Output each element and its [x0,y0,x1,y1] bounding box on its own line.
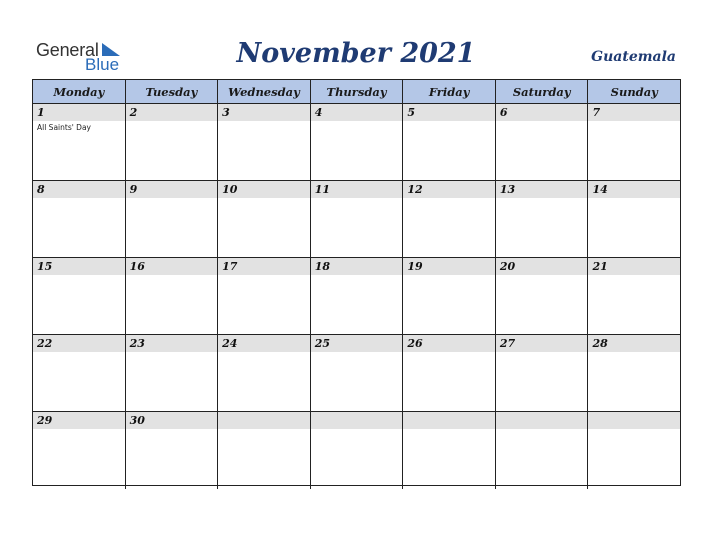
weekday-header: Saturday [495,80,588,103]
calendar-day-cell [402,335,495,411]
day-number: 24 [222,337,238,350]
day-number-band [218,412,310,429]
day-number-band [588,104,680,121]
day-number-band [311,412,403,429]
day-number: 27 [499,337,516,350]
day-number: 16 [129,260,145,273]
logo-general-text: General [36,40,99,60]
day-number: 10 [222,183,238,196]
calendar-day-cell [587,104,680,180]
calendar-day-cell [587,412,680,489]
day-number: 11 [314,183,331,196]
calendar-day-cell [33,258,125,334]
day-number-band [311,104,403,121]
day-number-band [126,181,218,198]
holiday-event: All Saints' Day [37,123,91,132]
day-number-band [33,104,125,121]
calendar-day-cell [402,104,495,180]
day-number: 7 [592,106,601,119]
day-number: 4 [314,106,323,119]
day-number: 5 [407,106,415,119]
day-number: 12 [407,183,423,196]
day-number: 9 [129,183,138,196]
calendar-day-cell [310,412,403,489]
day-number: 19 [407,260,423,273]
calendar-week-row [33,181,680,258]
day-number: 18 [314,260,331,273]
day-number-band [218,104,310,121]
day-number: 3 [222,106,230,119]
calendar-day-cell [495,335,588,411]
calendar-day-cell [310,335,403,411]
day-number-band [496,412,588,429]
calendar-day-cell [33,181,125,257]
day-number: 15 [37,260,53,273]
calendar-day-cell [310,258,403,334]
day-number: 14 [592,183,608,196]
day-number-band [33,181,125,198]
calendar-day-cell [125,104,218,180]
calendar-day-cell [402,181,495,257]
weekday-header-row [33,80,680,104]
calendar-day-cell [495,181,588,257]
calendar-week-row [33,258,680,335]
day-number-band [403,104,495,121]
calendar-day-cell [125,181,218,257]
day-number-band [403,412,495,429]
day-number: 28 [592,337,608,350]
calendar-day-cell [310,104,403,180]
day-number-band [496,104,588,121]
calendar-day-cell [125,412,218,489]
day-number: 21 [592,260,608,273]
day-number-band [126,104,218,121]
calendar-day-cell [402,412,495,489]
day-number: 30 [129,414,145,427]
calendar-week-row [33,412,680,489]
calendar-day-cell [310,181,403,257]
calendar-day-cell [217,335,310,411]
country-label: Guatemala [591,49,676,65]
calendar-grid [32,79,681,486]
day-number: 26 [407,337,423,350]
weekday-header: Thursday [310,80,403,103]
calendar-day-cell [587,181,680,257]
weekday-header: Monday [53,85,105,99]
day-number: 25 [314,337,331,350]
day-number: 13 [499,183,516,196]
calendar-day-cell [587,258,680,334]
day-number: 20 [499,260,516,273]
weekday-header: Friday [402,80,495,103]
weekday-header: Wednesday [217,80,310,103]
calendar-day-cell [495,412,588,489]
weekday-header: Sunday [587,80,680,103]
calendar-day-cell [33,412,125,489]
calendar-day-cell [217,104,310,180]
day-number: 8 [37,183,45,196]
calendar-day-cell [217,181,310,257]
calendar-week-row [33,335,680,412]
day-number: 17 [222,260,238,273]
calendar-week-row [33,104,680,181]
calendar-day-cell [402,258,495,334]
calendar-day-cell [125,335,218,411]
calendar-day-cell [33,104,125,180]
calendar-day-cell [125,258,218,334]
day-number-band [588,412,680,429]
day-number: 2 [129,106,138,119]
day-number: 23 [129,337,145,350]
calendar-day-cell [33,335,125,411]
calendar-title: November 2021 [236,38,476,69]
day-number: 29 [37,414,53,427]
weekday-header: Tuesday [125,80,218,103]
day-number: 1 [37,106,45,119]
calendar-day-cell [217,258,310,334]
calendar-day-cell [495,104,588,180]
logo-blue-text: Blue [85,55,120,74]
day-number: 22 [37,337,53,350]
calendar-day-cell [217,412,310,489]
calendar-day-cell [587,335,680,411]
calendar-day-cell [495,258,588,334]
day-number: 6 [499,106,508,119]
